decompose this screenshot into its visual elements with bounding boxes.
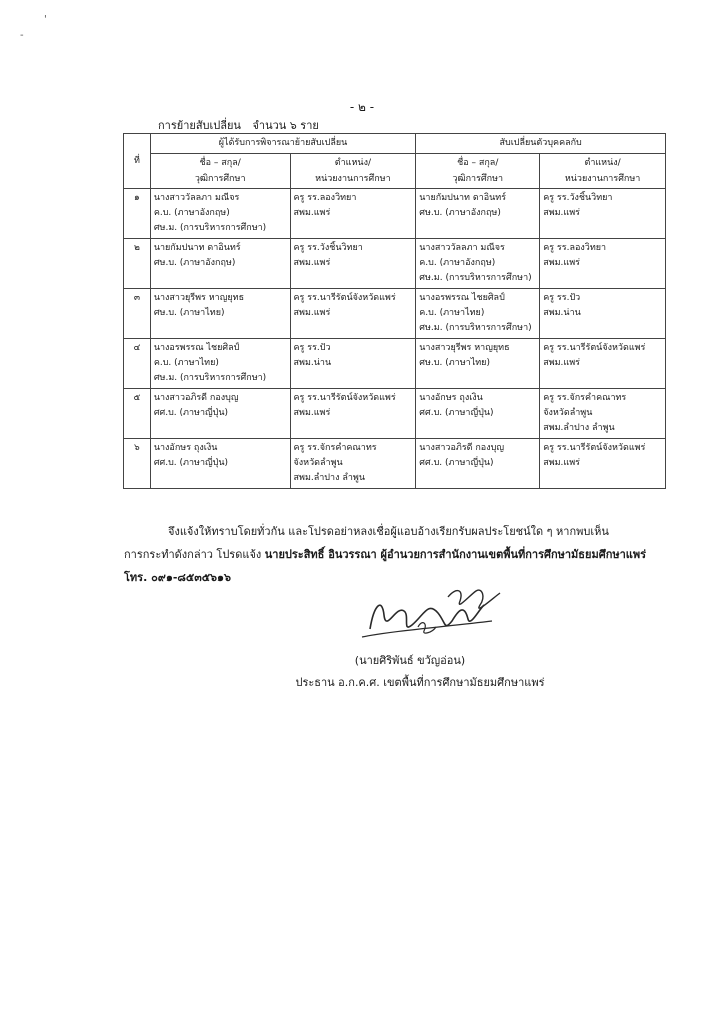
position-line: ครู รร.นารีรัตน์จังหวัดแพร่: [293, 293, 396, 303]
swap-position-cell: [540, 339, 666, 389]
swap-name-line: ศษ.บ. (ภาษาไทย): [419, 358, 490, 368]
swap-position-line: ครู รร.วังชิ้นวิทยา: [543, 193, 613, 203]
position-line: ครู รร.วังชิ้นวิทยา: [293, 243, 363, 253]
swap-position-line: สพม.แพร่: [543, 208, 580, 218]
col-name-header: ชื่อ – สกุล/ วุฒิการศึกษา: [150, 154, 290, 189]
swap-name-line: ศษ.บ. (ภาษาอังกฤษ): [419, 208, 501, 218]
position-cell: [290, 339, 416, 389]
swap-position-cell: [540, 239, 666, 289]
name-line: นายกัมปนาท ดาอินทร์: [153, 243, 241, 253]
swap-position-line: สพม.น่าน: [543, 308, 581, 318]
name-line: ศษ.ม. (การบริหารการศึกษา): [153, 223, 267, 233]
name-line: ศศ.บ. (ภาษาญี่ปุ่น): [153, 408, 229, 418]
name-line: ค.บ. (ภาษาไทย): [153, 358, 219, 368]
table-row: [124, 339, 666, 389]
swap-position-line: สพม.แพร่: [543, 358, 580, 368]
swap-name-cell: [416, 389, 540, 439]
notice-line-2-text: การกระทำดังกล่าว โปรดแจ้ง: [124, 548, 262, 561]
name-cell: [150, 439, 290, 489]
signature-image: [352, 575, 532, 651]
swap-position-line: ครู รร.ลองวิทยา: [543, 243, 607, 253]
swap-name-line: นางอรพรรณ ไชยศิลป์: [419, 293, 505, 303]
swap-name-line: นายกัมปนาท ดาอินทร์: [419, 193, 507, 203]
row-number: ๒: [124, 239, 151, 289]
swap-name-line: นางสาวอภิรดี กองบุญ: [419, 443, 504, 453]
table-row: [124, 189, 666, 239]
swap-name-cell: [416, 339, 540, 389]
table-row: [124, 439, 666, 489]
swap-position-line: ครู รร.ปัว: [543, 293, 581, 303]
signer-name: (นายศิริพันธ์ ขวัญอ่อน): [354, 654, 466, 667]
phone-number: โทร. ๐๙๑-๘๕๓๕๖๑๖: [124, 571, 231, 584]
subtitle-count: จำนวน ๖ ราย: [252, 119, 319, 132]
name-line: นางสาววัลลภา มณีจร: [153, 193, 240, 203]
signer-title: ประธาน อ.ก.ค.ศ. เขตพื้นที่การศึกษามัธยมศึกษาแพร่: [295, 676, 545, 689]
position-line: สพม.แพร่: [293, 408, 331, 418]
swap-name-cell: [416, 189, 540, 239]
name-line: ค.บ. (ภาษาอังกฤษ): [153, 208, 230, 218]
swap-position-cell: [540, 389, 666, 439]
swap-position-line: ครู รร.นารีรัตน์จังหวัดแพร่: [543, 443, 646, 453]
name-line: นางอักษร ถุงเงิน: [153, 443, 218, 453]
scan-mark: ꞌ: [44, 14, 47, 25]
swap-name-line: นางสาวยุรีพร หาญยุทธ: [419, 343, 510, 353]
position-line: ครู รร.ลองวิทยา: [293, 193, 357, 203]
swap-name-line: ศศ.บ. (ภาษาญี่ปุ่น): [419, 408, 494, 418]
notice-line-2: [124, 543, 684, 566]
table-row: [124, 289, 666, 339]
swap-name-line: ค.บ. (ภาษาไทย): [419, 308, 485, 318]
position-line: จังหวัดลำพูน: [293, 458, 343, 468]
col-position-header: ตำแหน่ง/ หน่วยงานการศึกษา: [290, 154, 416, 189]
subtitle-label: การย้ายสับเปลี่ยน: [158, 119, 241, 132]
swap-name-line: ค.บ. (ภาษาอังกฤษ): [419, 258, 496, 268]
name-line: นางสาวยุรีพร หาญยุทธ: [153, 293, 245, 303]
swap-name-line: ศษ.ม. (การบริหารการศึกษา): [419, 323, 532, 333]
col-swap-position-header: ตำแหน่ง/ หน่วยงานการศึกษา: [540, 154, 666, 189]
swap-name-line: นางอักษร ถุงเงิน: [419, 393, 483, 403]
swap-name-cell: [416, 439, 540, 489]
swap-position-line: ครู รร.จักรคำคณาทร: [543, 393, 627, 403]
position-cell: [290, 289, 416, 339]
swap-position-line: สพม.แพร่: [543, 258, 580, 268]
swap-position-cell: [540, 189, 666, 239]
swap-name-cell: [416, 239, 540, 289]
group-header-swap: สับเปลี่ยนตัวบุคคลกับ: [416, 134, 666, 154]
page-number: - ๒ -: [349, 100, 375, 114]
swap-position-line: ครู รร.นารีรัตน์จังหวัดแพร่: [543, 343, 646, 353]
scan-mark: -: [20, 30, 24, 41]
position-line: ครู รร.ปัว: [293, 343, 331, 353]
table-row: [124, 389, 666, 439]
swap-position-cell: [540, 289, 666, 339]
name-cell: [150, 289, 290, 339]
name-line: นางอรพรรณ ไชยศิลป์: [153, 343, 240, 353]
col-number-header: ที่: [124, 134, 151, 189]
row-number: ๕: [124, 389, 151, 439]
name-line: นางสาวอภิรดี กองบุญ: [153, 393, 239, 403]
name-line: ศษ.บ. (ภาษาไทย): [153, 308, 225, 318]
row-number: ๓: [124, 289, 151, 339]
position-cell: [290, 189, 416, 239]
swap-name-line: ศศ.บ. (ภาษาญี่ปุ่น): [419, 458, 494, 468]
swap-position-line: สพม.ลำปาง ลำพูน: [543, 423, 615, 433]
swap-position-line: สพม.แพร่: [543, 458, 580, 468]
swap-position-cell: [540, 439, 666, 489]
name-cell: [150, 389, 290, 439]
swap-name-line: นางสาววัลลภา มณีจร: [419, 243, 505, 253]
swap-name-line: ศษ.ม. (การบริหารการศึกษา): [419, 273, 532, 283]
position-cell: [290, 389, 416, 439]
position-line: ครู รร.จักรคำคณาทร: [293, 443, 377, 453]
name-line: ศษ.บ. (ภาษาอังกฤษ): [153, 258, 236, 268]
row-number: ๖: [124, 439, 151, 489]
position-cell: [290, 439, 416, 489]
table-row: [124, 239, 666, 289]
name-cell: [150, 339, 290, 389]
swap-position-line: จังหวัดลำพูน: [543, 408, 593, 418]
notice-line-1: จึงแจ้งให้ทราบโดยทั่วกัน และโปรดอย่าหลงเชื่อผู้แอบอ้างเรียกรับผลประโยชน์ใด ๆ หากพบเห็น: [168, 525, 609, 538]
group-header-applicant: ผู้ได้รับการพิจารณาย้ายสับเปลี่ยน: [150, 134, 415, 154]
section-subtitle: [158, 116, 319, 134]
name-line: ศษ.ม. (การบริหารการศึกษา): [153, 373, 267, 383]
position-line: ครู รร.นารีรัตน์จังหวัดแพร่: [293, 393, 396, 403]
swap-name-cell: [416, 289, 540, 339]
transfer-table: [123, 133, 666, 489]
name-line: ศศ.บ. (ภาษาญี่ปุ่น): [153, 458, 229, 468]
row-number: ๑: [124, 189, 151, 239]
director-contact: นายประสิทธิ์ อินวรรณา ผู้อำนวยการสำนักงานเขตพื้นที่การศึกษามัธยมศึกษาแพร่: [264, 548, 647, 561]
position-line: สพม.แพร่: [293, 308, 331, 318]
position-line: สพม.ลำปาง ลำพูน: [293, 473, 365, 483]
position-cell: [290, 239, 416, 289]
name-cell: [150, 189, 290, 239]
position-line: สพม.น่าน: [293, 358, 332, 368]
position-line: สพม.แพร่: [293, 208, 331, 218]
col-swap-name-header: ชื่อ – สกุล/ วุฒิการศึกษา: [416, 154, 540, 189]
position-line: สพม.แพร่: [293, 258, 331, 268]
name-cell: [150, 239, 290, 289]
row-number: ๔: [124, 339, 151, 389]
